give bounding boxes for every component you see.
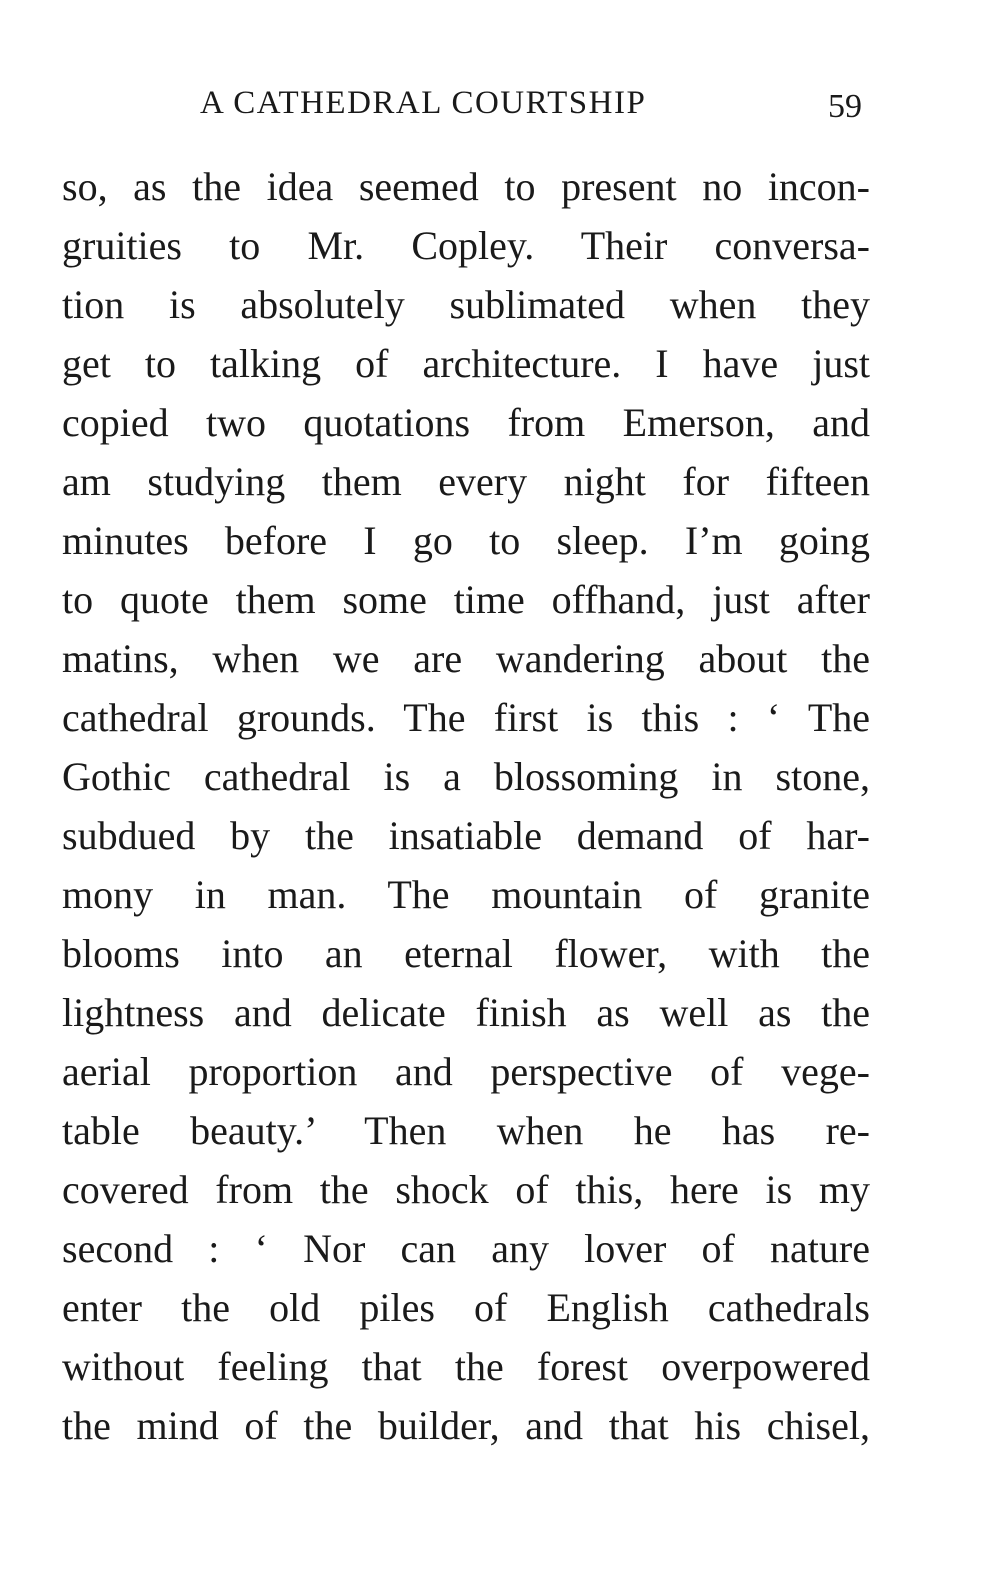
body-text	[62, 157, 870, 1455]
text-line: gruities to Mr. Copley. Their conversa-	[62, 223, 870, 268]
text-line: aerial proportion and perspective of vege-	[62, 1049, 870, 1094]
text-line: lightness and delicate finish as well as the	[62, 990, 870, 1035]
text-line: copied two quotations from Emerson, and	[62, 400, 870, 445]
text-line: am studying them every night for fifteen	[62, 459, 870, 504]
running-head	[62, 78, 862, 128]
text-line: get to talking of architecture. I have just	[62, 341, 870, 386]
text-line: second : ‘ Nor can any lover of nature	[62, 1226, 870, 1271]
text-line: cathedral grounds. The first is this : ‘ The	[62, 695, 870, 740]
text-line: so, as the idea seemed to present no incon-	[62, 164, 870, 209]
text-line: minutes before I go to sleep. I’m going	[62, 518, 870, 563]
page-number: 59	[828, 88, 862, 125]
text-line: table beauty.’ Then when he has re-	[62, 1108, 870, 1153]
text-line: enter the old piles of English cathedrals	[62, 1285, 870, 1330]
text-line: the mind of the builder, and that his chisel,	[62, 1403, 870, 1448]
text-line: mony in man. The mountain of granite	[62, 872, 870, 917]
running-title: A CATHEDRAL COURTSHIP	[200, 85, 647, 121]
text-line: covered from the shock of this, here is my	[62, 1167, 870, 1212]
text-line: matins, when we are wandering about the	[62, 636, 870, 681]
text-line: to quote them some time offhand, just after	[62, 577, 870, 622]
text-line: subdued by the insatiable demand of har-	[62, 813, 870, 858]
text-line: without feeling that the forest overpowered	[62, 1344, 870, 1389]
text-line: tion is absolutely sublimated when they	[62, 282, 870, 327]
text-line: blooms into an eternal flower, with the	[62, 931, 870, 976]
text-line: Gothic cathedral is a blossoming in stone,	[62, 754, 870, 799]
